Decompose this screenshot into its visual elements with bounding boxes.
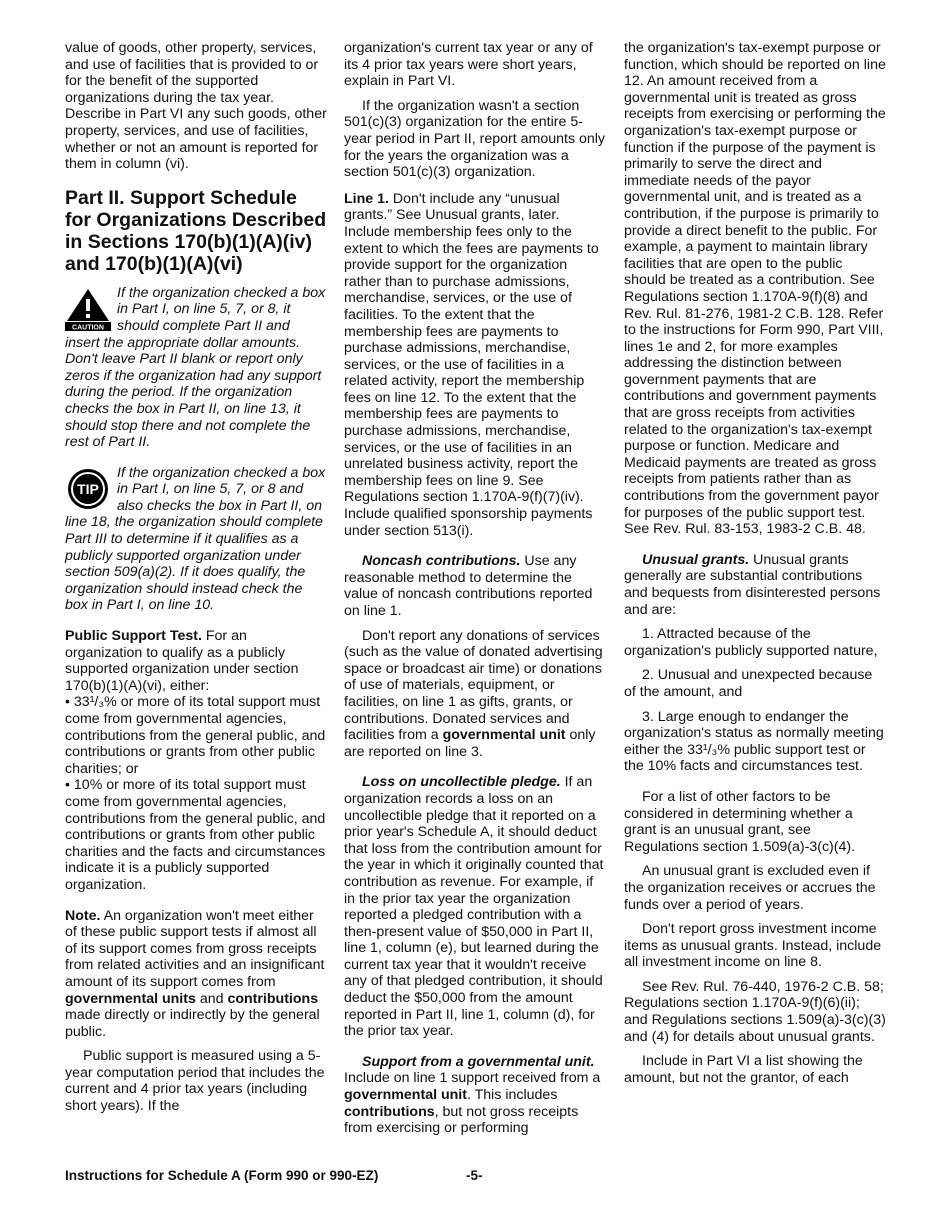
- paragraph: Public support is measured using a 5-year computation period that includes the current and 4 prior tax years (including short years). If the: [65, 1048, 325, 1115]
- list-item: 3. Large enough to endanger the organization's status as normally meeting either the 33¹/₃% public support test or the 10% facts and circumstances test.: [624, 708, 884, 775]
- tip-text: If the organization checked a box in Part I, on line 5, 7, or 8 and also checks the box in Part II, on line 18, the organization should complete Part III to determine if it qualifies as a publicly supported organization under section 509(a)(2). If it does qualify, the organization should instead check the box in Part I, on line 10.: [65, 464, 326, 614]
- unusual-grants-paragraph: Unusual grants. Unusual grants generally are substantial contributions and bequests from disinterested persons and are:: [624, 551, 881, 618]
- paragraph: Don't report any donations of services (such as the value of donated advertising space or broadcast air time) or donations of use of materials, equipment, or facilities, on line 1 as gifts, grants, or contributions. Donated services and facilities from a governmental unit only are reported on line 3.: [344, 627, 603, 760]
- column-1: [65, 40, 327, 1123]
- bullet-item: • 10% or more of its total support must come from governmental agencies, contributions from the general public, and contributions or grants from other public charities and the facts and circumstances indicate it is a publicly supported organization.: [65, 777, 326, 893]
- paragraph: Don't report gross investment income items as unusual grants. Instead, include all investment income on line 8.: [624, 921, 882, 971]
- noncash-paragraph: Noncash contributions. Use any reasonable method to determine the value of noncash contributions reported on line 1.: [344, 553, 593, 619]
- public-support-test: Public Support Test. For an organization to qualify as a publicly supported organization under section 170(b)(1)(A)(vi), either: • 33¹/₃% or more of its total support must come from governmental agencies, contributions from the general public, and contributions or grants from other public charities; or • 10% or more of its total support must come from governmental agencies, contributions from the general public, and contributions or grants from other public charities and the facts and circumstances indicate it is a publicly supported organization.: [65, 628, 326, 893]
- paragraph: organization's current tax year or any of its 4 prior tax years were short years, explain in Part VI.: [344, 40, 593, 90]
- caution-icon: [65, 287, 111, 331]
- caution-text: If the organization checked a box in Part I, on line 5, 7, or 8, it should complete Part II and insert the appropriate dollar amounts. Don't leave Part II blank or report only zeros if the organization had any support during the period. If the organization checks the box in Part II, on line 13, it should stop there and not complete the rest of Part II.: [65, 284, 326, 451]
- list-item: 1. Attracted because of the organization's publicly supported nature,: [624, 626, 878, 659]
- tip-note: [65, 465, 327, 614]
- paragraph: Include in Part VI a list showing the amount, but not the grantor, of each: [624, 1053, 863, 1086]
- caution-note: [65, 285, 327, 451]
- footer-title: Instructions for Schedule A (Form 990 or 990-EZ): [65, 1168, 379, 1183]
- paragraph: For a list of other factors to be considered in determining whether a grant is an unusual grant, see Regulations section 1.509(a)-3(c)(4).: [624, 788, 856, 855]
- run-in-heading: Public Support Test.: [65, 628, 202, 645]
- paragraph: If the organization wasn't a section 501(c)(3) organization for the entire 5-year period in Part II, report amounts only for the years the organization was a section 501(c)(3) organization.: [344, 97, 606, 181]
- column-2: [344, 40, 606, 1145]
- tip-label: TIP: [77, 480, 99, 497]
- caution-label: CAUTION: [72, 324, 104, 331]
- bullet-item: • 33¹/₃% or more of its total support must come from governmental agencies, contributions from the general public, and contributions or grants from other public charities; or: [65, 694, 326, 777]
- note-paragraph: Note. An organization won't meet either of these public support tests if almost all of its support comes from gross receipts from related activities and an insignificant amount of its support comes from governmental units and contributions made directly or indirectly by the general public.: [65, 907, 325, 1040]
- loss-paragraph: Loss on uncollectible pledge. If an organization records a loss on an uncollectible pledge that it reported on a prior year's Schedule A, it should deduct that loss from the contribution amount for the year in which it originally counted that contribution as revenue. For example, if in the prior tax year the organization reported a pledged contribution with a then-present value of $50,000 in Part II, line 1, column (e), but learned during the current tax year that it wouldn't receive any of that pledged contribution, it should deduct the $50,000 from the amount reported in Part II, line 1, column (d), for the prior tax year.: [344, 774, 604, 1040]
- paragraph: An unusual grant is excluded even if the organization receives or accrues the funds over a period of years.: [624, 863, 876, 913]
- page-number: -5-: [466, 1168, 483, 1183]
- paragraph: the organization's tax-exempt purpose or function, which should be reported on line 12. An amount received from a governmental unit is treated as gross receipts from exercising or performing the organization's tax-exempt purpose or function if the purpose of the payment is primarily to serve the direct and immediate needs of the payor governmental unit, and is treated as a contribution, if the purpose is primarily to provide a direct benefit to the public. For example, a payment to maintain library facilities that are open to the public should be treated as a contribution. See Regulations section 1.170A-9(f)(8) and Rev. Rul. 81-276, 1981-2 C.B. 128. Refer to the instructions for Form 990, Part VIII, lines 1e and 2, for more examples addressing the distinction between government payments that are contributions and government payments that are gross receipts from activities related to the organization's tax-exempt purpose or function. Medicare and Medicaid payments are treated as gross receipts from patients rather than as contributions from the government payor for purposes of the public support test. See Rev. Rul. 83-153, 1983-2 C.B. 48.: [624, 40, 886, 538]
- list-item: 2. Unusual and unexpected because of the amount, and: [624, 667, 873, 700]
- section-heading: Part II. Support Schedule for Organizations Described in Sections 170(b)(1)(A)(iv) and 170(b)(1)(A)(vi): [65, 186, 327, 275]
- paragraph: value of goods, other property, services, and use of facilities that is provided to or for the benefit of the supported organizations during the tax year. Describe in Part VI any such goods, other property, services, and use of facilities, whether or not an amount is reported for them in column (vi).: [65, 40, 327, 173]
- paragraph: See Rev. Rul. 76-440, 1976-2 C.B. 58; Regulations section 1.170A-9(f)(6)(ii); and Regulations sections 1.509(a)-3(c)(3) and (4) for details about unusual grants.: [624, 978, 886, 1045]
- support-paragraph: Support from a governmental unit. Include on line 1 support received from a governmental unit. This includes contributions, but not gross receipts from exercising or performing: [344, 1053, 601, 1137]
- column-3: [624, 40, 886, 1094]
- tip-icon: [65, 467, 111, 511]
- line-1-paragraph: Line 1. Don't include any “unusual grants.” See Unusual grants, later. Include membership fees only to the extent to which the fees are payments to provide support for the organization rather than to purchase admissions, merchandise, services, or the use of facilities. To the extent that the membership fees are payments to purchase admissions, merchandise, services, or the use of facilities in a related activity, report the membership fees on line 12. To the extent that the membership fees are payments to purchase admissions, merchandise, services, or the use of facilities in an unrelated business activity, report the membership fees on line 9. See Regulations section 1.170A-9(f)(7)(iv). Include qualified sponsorship payments under section 513(i).: [344, 190, 599, 539]
